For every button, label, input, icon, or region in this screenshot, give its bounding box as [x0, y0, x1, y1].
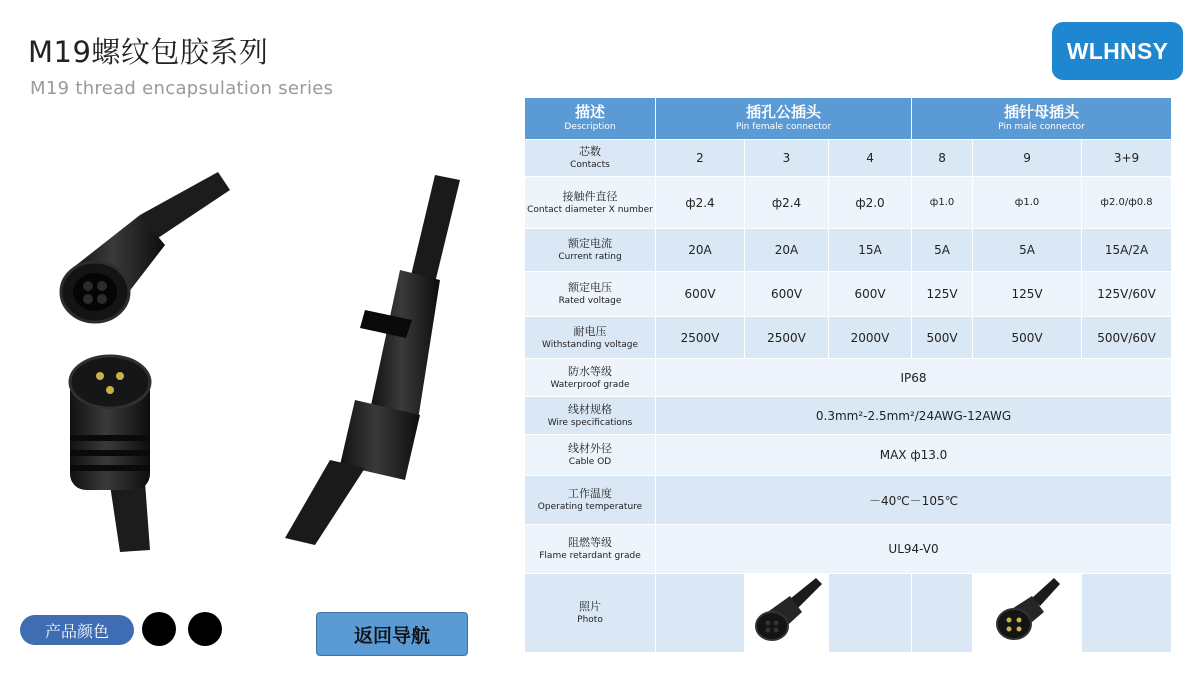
page-subtitle: M19 thread encapsulation series	[30, 78, 334, 99]
table-cell: 3+9	[1082, 140, 1172, 177]
header-female-cn: 插孔公插头	[746, 103, 822, 121]
table-cell: 5A	[973, 229, 1082, 272]
row-label	[525, 229, 656, 272]
table-cell	[912, 574, 973, 653]
row-label	[525, 177, 656, 229]
table-row	[525, 177, 1172, 229]
row-label-cn: 线材外径	[568, 442, 612, 455]
table-cell: 9	[973, 140, 1082, 177]
header-description-en: Description	[564, 122, 616, 132]
spec-table	[524, 97, 1172, 653]
table-row	[525, 272, 1172, 317]
row-label-cn: 接触件直径	[562, 189, 618, 203]
brand-logo	[1052, 22, 1183, 80]
row-label-en: Photo	[577, 615, 603, 625]
header-male-cn: 插针母插头	[1004, 103, 1080, 121]
header-female-en: Pin female connector	[735, 122, 832, 132]
table-cell: 600V	[656, 272, 745, 317]
table-cell: ф2.0	[829, 177, 912, 229]
table-row-photo	[525, 574, 1172, 653]
table-cell: 500V	[912, 317, 973, 359]
table-cell: 5A	[912, 229, 973, 272]
brand-logo-text: WLHNSY	[1066, 37, 1169, 64]
table-row	[525, 397, 1172, 435]
table-cell	[1082, 574, 1172, 653]
table-cell: 8	[912, 140, 973, 177]
row-label-cn: 照片	[579, 600, 601, 613]
row-label-cn: 线材规格	[568, 402, 612, 416]
row-label	[525, 397, 656, 435]
table-cell: ф2.0/ф0.8	[1082, 177, 1172, 229]
table-cell: ф2.4	[656, 177, 745, 229]
product-photos	[40, 160, 500, 560]
row-label-cn: 芯数	[579, 145, 601, 158]
table-cell: 20A	[745, 229, 829, 272]
row-label-cn: 工作温度	[568, 487, 612, 500]
header-description	[525, 98, 656, 140]
row-label	[525, 359, 656, 397]
row-label-cn: 额定电流	[568, 237, 612, 250]
table-cell: ф2.4	[745, 177, 829, 229]
header-male-en: Pin male connector	[998, 122, 1085, 132]
table-cell: 500V	[973, 317, 1082, 359]
table-cell: 20A	[656, 229, 745, 272]
table-cell: 3	[745, 140, 829, 177]
table-cell: 15A	[829, 229, 912, 272]
row-label-cn: 耐电压	[573, 324, 607, 338]
table-row	[525, 525, 1172, 574]
table-row	[525, 359, 1172, 397]
back-to-navigation-button[interactable]: 返回导航	[316, 612, 468, 656]
header-female	[656, 98, 912, 140]
table-cell: 500V/60V	[1082, 317, 1172, 359]
table-cell: 15A/2A	[1082, 229, 1172, 272]
male-connector-thumbnail	[990, 574, 1064, 648]
table-row	[525, 229, 1172, 272]
table-cell: 600V	[829, 272, 912, 317]
row-label-cn: 防水等级	[568, 364, 612, 378]
row-label-cn: 阻燃等级	[568, 536, 612, 549]
row-label	[525, 435, 656, 476]
table-cell: 4	[829, 140, 912, 177]
row-label	[525, 272, 656, 317]
row-label-en: Flame retardant grade	[539, 551, 641, 561]
table-cell	[656, 574, 745, 653]
table-cell-span: 0.3mm²-2.5mm²/24AWG-12AWG	[656, 397, 1172, 435]
row-label	[525, 525, 656, 574]
table-header-row	[525, 98, 1172, 140]
row-label-en: Wire specifications	[547, 417, 633, 428]
assembled-connector-image	[285, 175, 460, 545]
row-label-en: Waterproof grade	[550, 379, 630, 390]
table-cell: 600V	[745, 272, 829, 317]
header-male	[912, 98, 1172, 140]
female-connector-thumbnail	[750, 574, 824, 648]
female-connector-image	[61, 172, 230, 322]
table-cell: ф1.0	[912, 177, 973, 229]
table-cell: 125V/60V	[1082, 272, 1172, 317]
row-label-en: Withstanding voltage	[542, 339, 638, 350]
color-swatch-black	[142, 612, 176, 646]
table-row	[525, 317, 1172, 359]
table-cell	[829, 574, 912, 653]
table-cell: 2000V	[829, 317, 912, 359]
product-color-label: 产品颜色	[20, 615, 134, 645]
male-photo-cell	[973, 574, 1082, 653]
table-cell: 125V	[912, 272, 973, 317]
female-photo-cell	[745, 574, 829, 653]
row-label	[525, 317, 656, 359]
male-connector-image	[70, 356, 150, 552]
table-cell-span: MAX ф13.0	[656, 435, 1172, 476]
row-label-cn: 额定电压	[568, 281, 612, 294]
table-cell: 2500V	[745, 317, 829, 359]
table-cell: 2	[656, 140, 745, 177]
table-cell: ф1.0	[973, 177, 1082, 229]
table-cell-span: －40℃－105℃	[656, 476, 1172, 525]
table-cell: 125V	[973, 272, 1082, 317]
row-label-en: Contacts	[570, 160, 610, 170]
row-label-en: Rated voltage	[558, 296, 622, 306]
color-swatch-black	[188, 612, 222, 646]
table-row	[525, 140, 1172, 177]
row-label-en: Contact diameter X number	[527, 204, 653, 215]
row-label	[525, 140, 656, 177]
row-label-en: Operating temperature	[537, 502, 643, 512]
table-cell-span: UL94-V0	[656, 525, 1172, 574]
row-label-en: Current rating	[558, 252, 622, 262]
table-row	[525, 435, 1172, 476]
row-label	[525, 574, 656, 653]
table-cell-span: IP68	[656, 359, 1172, 397]
row-label	[525, 476, 656, 525]
page-title: M19螺纹包胶系列	[28, 35, 269, 69]
table-cell: 2500V	[656, 317, 745, 359]
row-label-en: Cable OD	[568, 457, 612, 467]
table-row	[525, 476, 1172, 525]
header-description-cn: 描述	[574, 103, 605, 121]
